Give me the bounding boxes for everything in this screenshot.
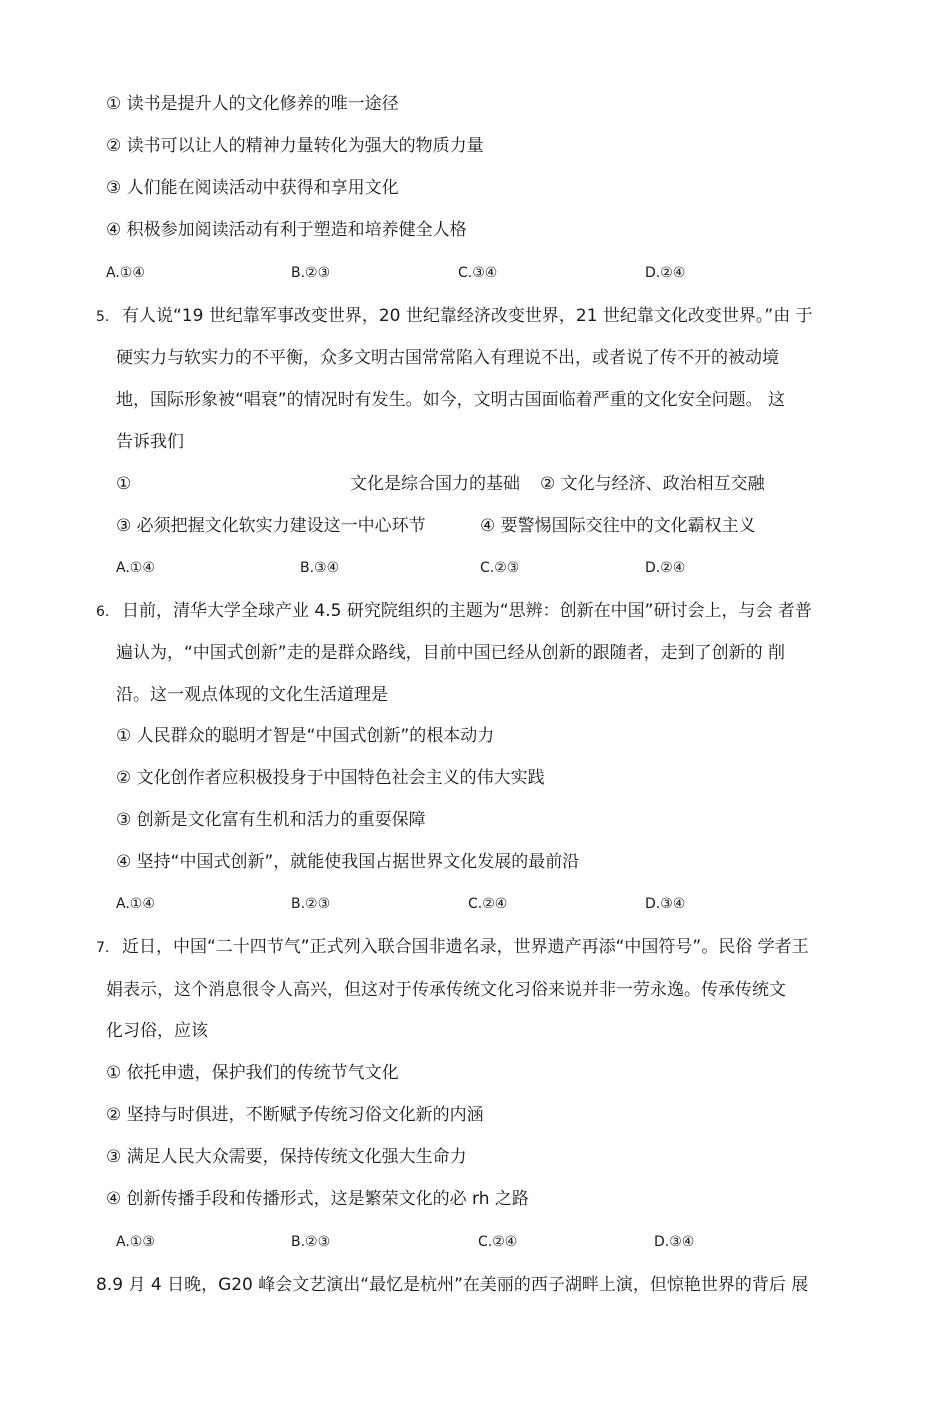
q7-option-d: D.③④: [654, 1234, 695, 1250]
q6-item-3: ③ 创新是文化富有生机和活力的重耍保障: [116, 810, 426, 830]
q5-option-a: A.①④: [116, 560, 155, 576]
q5-item-2: ② 文化与经济、政治相互交融: [540, 474, 765, 494]
q7-option-b: B.②③: [291, 1234, 331, 1250]
q7-item-4: ④ 创新传播手段和传播形式，这是繁荣文化的必 rh 之路: [106, 1189, 529, 1209]
q8-stem-line-1: 8.9 月 4 日晚，G20 峰会文艺演出“最忆是杭州”在美丽的西子湖畔上演，但惊艳世界的背后 展: [96, 1275, 809, 1295]
q7-number: 7.: [96, 940, 110, 956]
q7-stem-line-3: 化习俗，应该: [106, 1021, 208, 1041]
q6-option-d: D.③④: [645, 896, 686, 912]
q5-option-b: B.③④: [300, 560, 340, 576]
q6-stem-line-1: 日前，清华大学全球产业 4.5 研究院组织的主题为“思辨：创新在中国”研讨会上，与会 者普: [122, 601, 812, 621]
q6-stem-line-3: 沿。这一观点体现的文化生活道理是: [116, 685, 388, 705]
q6-option-c: C.②④: [468, 896, 508, 912]
q6-number: 6.: [96, 604, 110, 620]
q5-stem-line-3: 地，国际形象被“唱衰”的情况时有发生。如今，文明古国面临着严重的文化安全问题。 这: [116, 390, 786, 410]
q4-option-d: D.②④: [645, 265, 686, 281]
q7-item-1: ① 依托申遗，保护我们的传统节气文化: [106, 1063, 399, 1083]
q5-stem-line-4: 告诉我们: [116, 432, 184, 452]
q5-number: 5.: [96, 309, 110, 325]
q5-item-1-marker: ①: [116, 474, 132, 494]
q5-option-d: D.②④: [645, 560, 686, 576]
q5-option-c: C.②③: [480, 560, 520, 576]
q5-item-1-text: 文化是综合国力的基础: [350, 474, 520, 494]
q7-item-3: ③ 满足人民大众需要，保持传统文化强大生命力: [106, 1147, 467, 1167]
q5-stem-line-1: 有人说“19 世纪靠军事改变世界，20 世纪靠经济改变世界，21 世纪靠文化改变世界。”由 于: [122, 306, 813, 326]
q4-item-3: ③ 人们能在阅读活动中获得和享用文化: [106, 178, 399, 198]
q7-option-c: C.②④: [478, 1234, 518, 1250]
q7-option-a: A.①③: [116, 1234, 155, 1250]
q4-item-2: ② 读书可以让人的精神力量转化为强大的物质力量: [106, 136, 484, 156]
q7-stem-line-2: 娟表示，这个消息很令人高兴，但这对于传承传统文化习俗来说并非一劳永逸。传承传统文: [106, 980, 786, 1000]
q6-option-a: A.①④: [116, 896, 155, 912]
q4-option-c: C.③④: [458, 265, 498, 281]
q6-item-4: ④ 坚持“中国式创新”，就能使我国占据世界文化发展的最前沿: [116, 852, 580, 872]
q4-option-a: A.①④: [106, 265, 145, 281]
q6-stem-line-2: 遍认为，“中国式创新”走的是群众路线，目前中国已经从创新的跟随者，走到了创新的 削: [116, 643, 786, 663]
q5-item-4: ④ 要警惕国际交往中的文化霸权主义: [480, 516, 756, 536]
q7-item-2: ② 坚持与时俱进，不断赋予传统习俗文化新的内涵: [106, 1105, 484, 1125]
q4-item-4: ④ 积极参加阅读活动有利于塑造和培养健全人格: [106, 220, 467, 240]
q5-stem-line-2: 硬实力与软实力的不平衡，众多文明古国常常陷入有理说不出，或者说了传不开的被动境: [116, 348, 779, 368]
q4-option-b: B.②③: [291, 265, 331, 281]
q6-item-2: ② 文化创作者应积极投身于中国特色社会主义的伟大实践: [116, 768, 545, 788]
q6-option-b: B.②③: [291, 896, 331, 912]
q7-stem-line-1: 近日，中国“二十四节气”正式列入联合国非遗名录，世界遗产再添“中国符号”。民俗 学者王: [122, 937, 809, 957]
q5-item-3: ③ 必须把握文化软实力建设这一中心环节: [116, 516, 426, 536]
q4-item-1: ① 读书是提升人的文化修养的唯一途径: [106, 94, 399, 114]
q6-item-1: ① 人民群众的聪明才智是“中国式创新”的根本动力: [116, 726, 495, 746]
